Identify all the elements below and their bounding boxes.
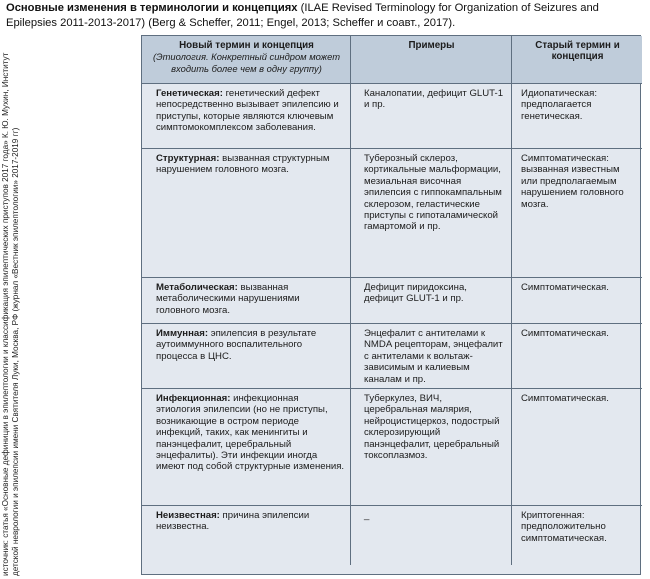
- term-description: причина эпилепсии неизвестна.: [156, 510, 310, 533]
- header-examples: Примеры: [351, 36, 512, 84]
- header-new-term-label: Новый термин и концепция: [179, 40, 314, 51]
- row-structural-term: [142, 149, 351, 278]
- term-description: эпилепсия в результате аутоиммунного воспалительного процесса в ЦНС.: [156, 328, 317, 362]
- term-label: Структурная:: [156, 153, 220, 164]
- caption-title: Основные изменения в терминологии и концепциях: [6, 2, 298, 14]
- term-label: Неизвестная:: [156, 510, 220, 521]
- row-metabolic-examples: Дефицит пиридоксина, дефицит GLUT-1 и пр.: [351, 278, 512, 324]
- row-infectious-examples: Туберкулез, ВИЧ, церебральная малярия, нейроцистицеркоз, подострый склерозирующий панэнцефалит, церебральный токсоплазмоз.: [351, 389, 512, 506]
- header-new-term-note: (Этиология. Конкретный синдром может входить более чем в одну группу): [152, 51, 341, 74]
- term-description: инфекционная этиология эпилепсии (но не приступы, возникающие в остром периоде инфекций, таких, как менингиты и панэнцефалит, церебральный энцефалиты). Эти инфекции иногда имеют под собой структурные изменения.: [156, 393, 345, 473]
- term-label: Генетическая:: [156, 88, 223, 99]
- row-infectious-old: Симптоматическая.: [512, 389, 642, 506]
- term-label: Инфекционная:: [156, 393, 231, 404]
- row-metabolic-term: [142, 278, 351, 324]
- row-structural-old: Симптоматическая: вызванная известным или предполагаемым нарушением головного мозга.: [512, 149, 642, 278]
- row-unknown-examples: _: [351, 506, 512, 565]
- row-structural-examples: Туберозный склероз, кортикальные мальформации, мезиальная височная эпилепсия с гиппокампальным склерозом, геластические приступы с гипоталамической гамартомой и пр.: [351, 149, 512, 278]
- row-infectious-term: [142, 389, 351, 506]
- term-label: Метаболическая:: [156, 282, 238, 293]
- row-genetic-term: [142, 84, 351, 149]
- table-caption: [6, 1, 646, 30]
- terminology-table: [141, 35, 641, 575]
- row-genetic-examples: Каналопатии, дефицит GLUT-1 и пр.: [351, 84, 512, 149]
- term-description: вызванная структурным нарушением головного мозга.: [156, 153, 330, 176]
- row-metabolic-old: Симптоматическая.: [512, 278, 642, 324]
- row-unknown-term: [142, 506, 351, 565]
- header-old-term: Старый термин и концепция: [512, 36, 642, 84]
- row-immune-term: [142, 324, 351, 389]
- source-note: [0, 40, 30, 576]
- header-new-term: [142, 36, 351, 84]
- row-genetic-old: Идиопатическая: предполагается генетическая.: [512, 84, 642, 149]
- source-note-text: источник: статья «Основные дефиниции в эпилептологии и классификация эпилептических приступов 2017 года» К. Ю. Мухин, Институт детской неврологии и эпилепсии имени Святителя Луки, Москва, РФ (журнал «Вестник эпилептологии» 2017-2019 гг): [1, 52, 20, 576]
- row-immune-old: Симптоматическая.: [512, 324, 642, 389]
- term-label: Иммунная:: [156, 328, 209, 339]
- row-immune-examples: Энцефалит с антителами к NMDA рецепторам, энцефалит с антителами к вольтаж-зависимым и калиевым каналам и пр.: [351, 324, 512, 389]
- term-description: вызванная метаболическими нарушениями головного мозга.: [156, 282, 300, 316]
- row-unknown-old: Криптогенная: предположительно симптоматическая.: [521, 510, 607, 544]
- caption-sources: (ILAE Revised Terminology for Organization of Seizures and Epilepsies 2011-2013-2017) (Berg & Scheffer, 2011; Engel, 2013; Scheffer и соавт., 2017).: [6, 2, 599, 29]
- term-description: генетический дефект непосредственно вызывает эпилепсию и приступы, которые являются ключевым симптомокомплексом заболевания.: [156, 88, 339, 134]
